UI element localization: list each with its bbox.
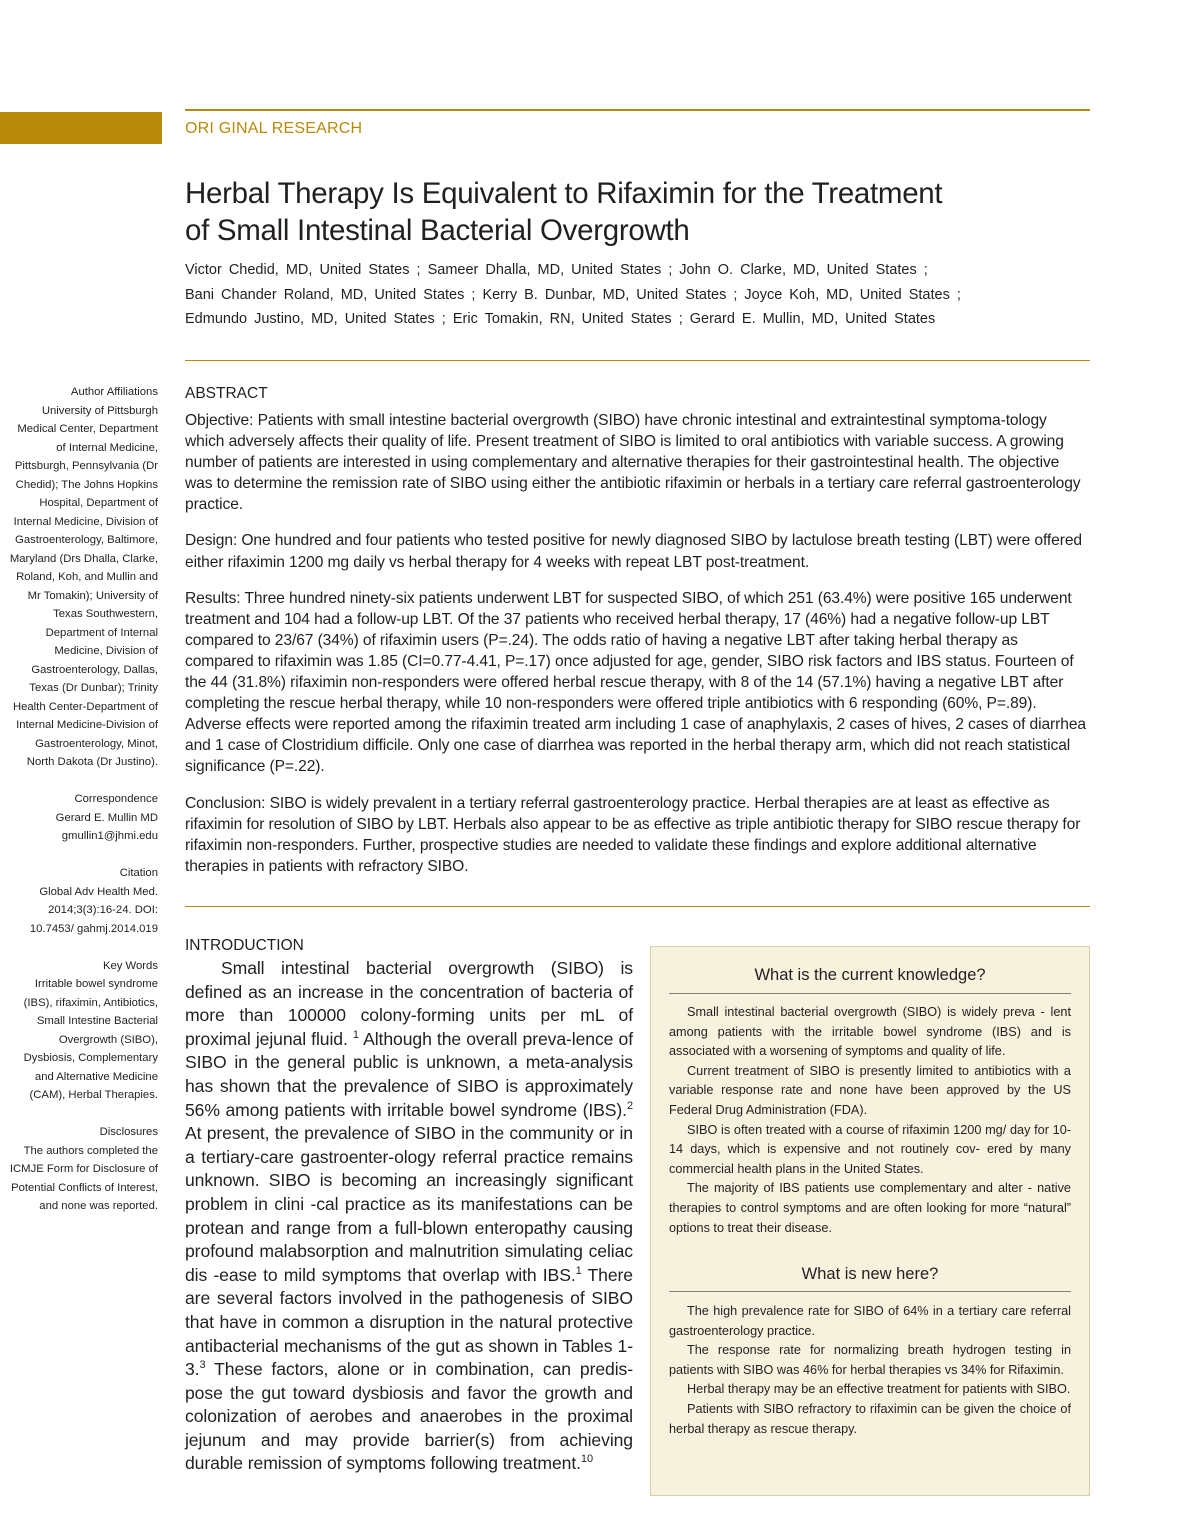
new-point: The response rate for normalizing breath hydrogen testing in patients with SIBO was 46% for herbal therapies vs 34% for Rifaximin. bbox=[669, 1343, 1071, 1377]
new-point: The high prevalence rate for SIBO of 64% in a tertiary care referral gastroenterology practice. bbox=[669, 1304, 1071, 1338]
box-rule bbox=[669, 1291, 1071, 1292]
author-line: Edmundo Justino, MD, United States ; Eric Tomakin, RN, United States ; Gerard E. Mullin, MD, United States bbox=[185, 311, 936, 327]
title-line: of Small Intestinal Bacterial Overgrowth bbox=[185, 214, 690, 247]
reference-marker[interactable]: 3 bbox=[199, 1359, 206, 1372]
new-point: Patients with SIBO refractory to rifaximin can be given the choice of herbal therapy as rescue therapy. bbox=[669, 1401, 1071, 1436]
abstract-results: Results: Three hundred ninety-six patients underwent LBT for suspected SIBO, of which 251 (63.4%) were positive 165 underwent treatment and 104 had a follow-up LBT. Of the 37 patients who received herbal therapy, 17 (46%) had a negative follow-up LBT compared to 23/67 (34%) of rifaximin users (P=.24). The odds ratio of having a negative LBT after taking herbal therapy as compared to rifaximin was 1.85 (CI=0.77-4.41, P=.17) once adjusted for age, gender, SIBO risk factors and IBS status. Fourteen of the 44 (31.8%) rifaximin non-responders were offered herbal rescue therapy, with 8 of the 14 (57.1%) having a negative LBT after completing the rescue herbal therapy, while 10 non-responders were offered triple antibiotics with 6 responding (60%, P=.89). Adverse effects were reported among the rifaximin treated arm including 1 case of anaphylaxis, 2 cases of hives, 2 cases of diarrhea and 1 case of Clostridium difficile. Only one case of diarrhea was reported in the herbal therapy arm, which did not reach statistical significance (P=.22). bbox=[185, 589, 1086, 776]
reference-marker[interactable]: 2 bbox=[626, 1099, 633, 1112]
reference-marker[interactable]: 1 bbox=[352, 1028, 359, 1041]
abstract-conclusion: Conclusion: SIBO is widely prevalent in a tertiary referral gastroenterology practice. Herbal therapies are at least as effective as rifaximin for resolution of SIBO by LBT. Herbals also appear to be as effective as triple antibiotic therapy for SIBO rescue therapy for rifaximin non-responders. Further, prospective studies are needed to validate these findings and explore additional alternative therapies in patients with refractory SIBO. bbox=[185, 794, 1081, 875]
citation bbox=[8, 864, 158, 938]
disclosures-heading: Disclosures bbox=[99, 1126, 158, 1138]
knowledge-point: SIBO is often treated with a course of rifaximin 1200 mg/ day for 10-14 days, which is expensive and not routinely cov- ered by many commercial health plans in the United States. bbox=[669, 1122, 1071, 1176]
affiliations-heading: Author Affiliations bbox=[70, 386, 158, 398]
header-rule bbox=[185, 109, 1090, 111]
new-point: Herbal therapy may be an effective treatment for patients with SIBO. bbox=[687, 1382, 1071, 1397]
new-heading: What is new here? bbox=[801, 1265, 939, 1283]
knowledge-point: Current treatment of SIBO is presently limited to antibiotics with a variable response rate and none have been approved by the US Federal Drug Administration (FDA). bbox=[669, 1063, 1071, 1117]
keywords-text: Irritable bowel syndrome (IBS), rifaximin, Antibiotics, Small Intestine Bacterial Overgrowth (SIBO), Dysbiosis, Complementary and Alternative Medicine (CAM), Herbal Therapies. bbox=[23, 978, 158, 1101]
article-title bbox=[185, 175, 1085, 249]
key-points-box bbox=[650, 946, 1090, 1496]
keywords-heading: Key Words bbox=[102, 959, 158, 972]
disclosures bbox=[8, 1123, 158, 1216]
abstract-objective: Objective: Patients with small intestine bacterial overgrowth (SIBO) have chronic intestinal and extraintestinal symptoma-tology which adversely affects their quality of life. Present treatment of SIBO is limited to oral antibiotics with variable success. A growing number of patients are interested in using complementary and alternative therapies for their gastrointestinal health. The objective was to determine the remission rate of SIBO using either the antibiotic rifaximin or herbals in a tertiary care referral gastroenterology practice. bbox=[185, 412, 1081, 514]
introduction-heading: INTRODUCTION bbox=[185, 937, 304, 954]
knowledge-point: Small intestinal bacterial overgrowth (SIBO) is widely preva - lent among patients with the irritable bowel syndrome (IBS) and is associated with a worsening of symptoms and quality of life. bbox=[669, 1005, 1071, 1059]
correspondence-heading: Correspondence bbox=[74, 793, 158, 805]
intro-text: Small intestinal bacterial overgrowth (SIBO) is defined as an increase in the concentration of bacteria of more than 100000 colony-forming units per mL of proximal jejunal fluid. bbox=[185, 958, 633, 1049]
correspondence-email[interactable]: gmullin1@jhmi.edu bbox=[61, 830, 158, 842]
author-line: Bani Chander Roland, MD, United States ; Kerry B. Dunbar, MD, United States ; Joyce Koh, MD, United States ; bbox=[185, 286, 961, 303]
title-line: Herbal Therapy Is Equivalent to Rifaximin for the Treatment bbox=[185, 177, 943, 210]
author-list bbox=[185, 258, 1090, 332]
section-rule bbox=[185, 906, 1090, 907]
affiliations-text: University of Pittsburgh Medical Center, Department of Internal Medicine, Pittsburgh, Pennsylvania (Dr Chedid); The Johns Hopkins Hospital, Department of Internal Medicine, Division of Gastroenterology, Baltimore, Maryland (Drs Dhalla, Clarke, Roland, Koh, and Mullin and Mr Tomakin); University of Texas Southwestern, Department of Internal Medicine, Division of Gastroenterology, Dallas, Texas (Dr Dunbar); Trinity Health Center-Department of Internal Medicine-Division of Gastroenterology, Minot, North Dakota (Dr Justino). bbox=[9, 404, 158, 768]
knowledge-heading: What is the current knowledge? bbox=[754, 966, 986, 984]
introduction-section bbox=[185, 936, 633, 1476]
citation-heading: Citation bbox=[119, 867, 158, 879]
intro-text: These factors, alone or in combination, can predis-pose the gut toward dysbiosis and favor the growth and colonization of aerobes and anaerobes in the proximal jejunum and may provide barrier(s) from achieving durable remission of symptoms following treatment. bbox=[185, 1359, 633, 1474]
correspondence bbox=[8, 790, 158, 846]
author-line: Victor Chedid, MD, United States ; Sameer Dhalla, MD, United States ; John O. Clarke, MD, United States ; bbox=[185, 262, 928, 278]
section-label: ORI GINAL RESEARCH bbox=[185, 120, 363, 137]
author-affiliations bbox=[8, 383, 158, 772]
section-color-tab bbox=[0, 112, 162, 144]
citation-text: Global Adv Health Med. 2014;3(3):16-24. DOI: 10.7453/ gahmj.2014.019 bbox=[29, 885, 158, 935]
introduction-body bbox=[185, 957, 633, 1476]
correspondence-name: Gerard E. Mullin MD bbox=[55, 811, 158, 824]
intro-text: There are several factors involved in the pathogenesis of SIBO that have in common a disruption in the natural protective antibacterial mechanisms of the gut as shown in Tables 1-3. bbox=[185, 1264, 633, 1380]
reference-marker[interactable]: 10 bbox=[580, 1453, 593, 1466]
key-words bbox=[8, 957, 158, 1105]
intro-text: Although the overall preva-lence of SIBO in the general public is unknown, a meta-analysis has shown that the prevalence of SIBO is approximately 56% among patients with irritable bowel syndrome (IBS). bbox=[185, 1028, 633, 1120]
abstract-section bbox=[185, 384, 1090, 892]
box-rule bbox=[669, 993, 1071, 994]
disclosures-text: The authors completed the ICMJE Form for Disclosure of Potential Conflicts of Interest, and none was reported. bbox=[9, 1144, 158, 1212]
section-rule bbox=[185, 360, 1090, 361]
abstract-design: Design: One hundred and four patients who tested positive for newly diagnosed SIBO by lactulose breath testing (LBT) were offered either rifaximin 1200 mg daily vs herbal therapy for 4 weeks with repeat LBT post-treatment. bbox=[185, 532, 1082, 571]
abstract-heading: ABSTRACT bbox=[185, 385, 268, 402]
reference-marker[interactable]: 1 bbox=[575, 1264, 582, 1277]
new-body bbox=[651, 1302, 1089, 1439]
intro-text: At present, the prevalence of SIBO in the community or in a tertiary-care gastroenter-ology referral practice remains unknown. SIBO is becoming an increasingly significant problem in clini -cal practice as its manifestations can be protean and range from a full-blown enteropathy causing profound malabsorption and malnutrition simulating celiac dis -ease to mild symptoms that overlap with IBS. bbox=[185, 1123, 633, 1285]
article-sidebar bbox=[8, 383, 158, 1234]
knowledge-point: The majority of IBS patients use complementary and alter - native therapies to control symptoms and are often looking for more “natural” options to treat their disease. bbox=[669, 1181, 1071, 1235]
knowledge-body bbox=[651, 1003, 1089, 1238]
